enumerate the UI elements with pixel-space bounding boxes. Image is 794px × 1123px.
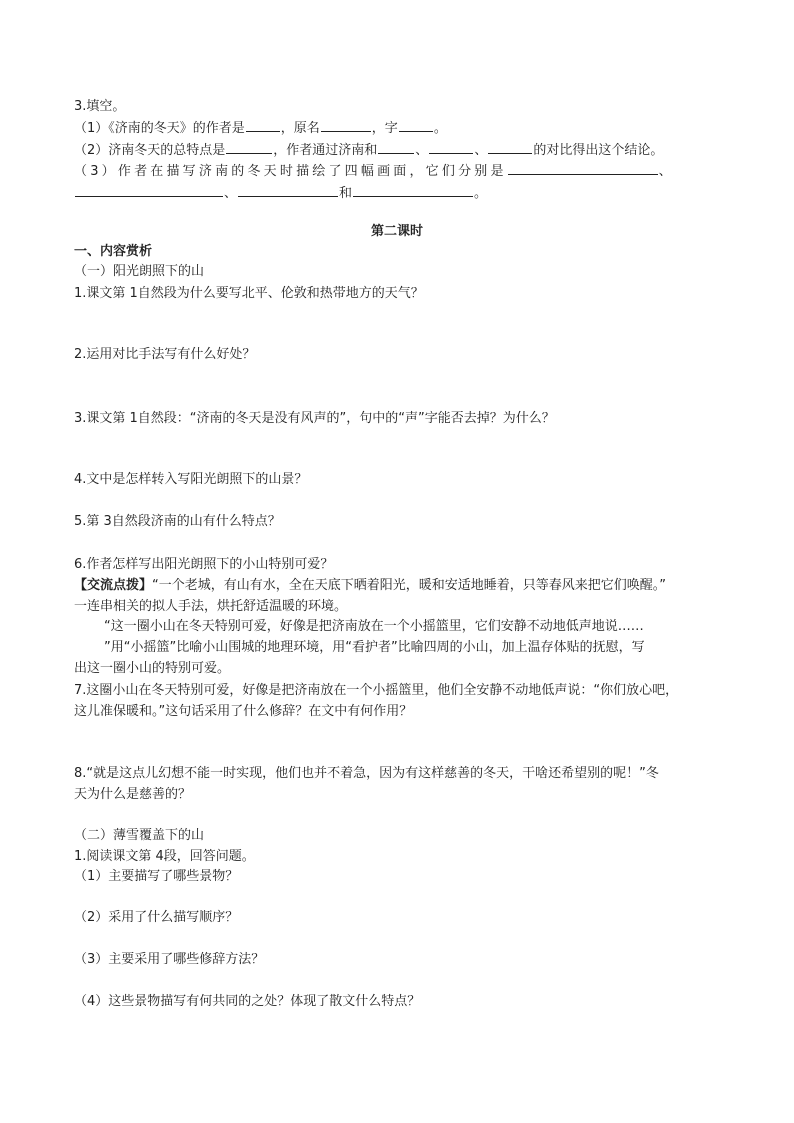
part1-question-5: 5.第 3自然段济南的山有什么特点？ xyxy=(74,514,281,529)
answer-blank-scene-2[interactable] xyxy=(75,183,223,197)
fill-question-3-line-1 xyxy=(74,161,672,181)
fill-q2-text-c: 、 xyxy=(415,143,429,158)
fill-heading: 3.填空。 xyxy=(74,99,126,114)
fill-q3-text-e: 。 xyxy=(474,186,488,201)
fill-question-1 xyxy=(74,118,447,138)
answer-blank-compare-1[interactable] xyxy=(378,140,414,154)
part1-question-3: 3.课文第 1自然段：“济南的冬天是没有风声的”，句中的“声”字能否去掉？为什么？ xyxy=(74,411,555,426)
fill-q3-text-c: 、 xyxy=(224,186,238,201)
part1-question-6: 6.作者怎样写出阳光朗照下的小山特别可爱？ xyxy=(74,557,334,572)
part2-sub-question-3: （3）主要采用了哪些修辞方法？ xyxy=(74,952,265,967)
answer-blank-compare-2[interactable] xyxy=(429,140,473,154)
fill-q1-text-b: ，原名 xyxy=(280,121,320,136)
part1-question-1: 1.课文第 1自然段为什么要写北平、伦敦和热带地方的天气？ xyxy=(74,286,424,301)
fill-q1-text-c: ，字 xyxy=(371,121,398,136)
fill-q2-text-e: 的对比得出这个结论。 xyxy=(533,143,664,158)
answer-blank-scene-3[interactable] xyxy=(238,183,338,197)
tip-label: 【交流点拨】 xyxy=(74,578,153,593)
tip-line-2: 一连串相关的拟人手法，烘托舒适温暖的环境。 xyxy=(74,599,348,614)
fill-question-2 xyxy=(74,140,663,160)
part2-sub-question-4: （4）这些景物描写有何共同的之处？体现了散文什么特点？ xyxy=(74,994,421,1009)
answer-blank-author[interactable] xyxy=(246,118,280,132)
fill-q2-text-b: ，作者通过济南和 xyxy=(273,143,378,158)
answer-blank-feature[interactable] xyxy=(226,140,272,154)
part2-heading: （二）薄雪覆盖下的山 xyxy=(74,828,205,843)
fill-q2-text-a: （2）济南冬天的总特点是 xyxy=(74,143,226,158)
part2-sub-question-2: （2）采用了什么描写顺序？ xyxy=(74,910,239,925)
part1-question-7-line-2: 这儿准保暖和。”这句话采用了什么修辞？在文中有何作用？ xyxy=(74,704,413,719)
fill-q3-text-a: （3）作者在描写济南的冬天时描绘了四幅画面，它们分别是 xyxy=(74,164,507,179)
fill-q1-text-d: 。 xyxy=(433,121,447,136)
fill-q2-text-d: 、 xyxy=(474,143,488,158)
fill-q3-text-b: 、 xyxy=(658,164,672,179)
part1-question-2: 2.运用对比手法写有什么好处？ xyxy=(74,347,256,362)
part2-question-1: 1.阅读课文第 4段，回答问题。 xyxy=(74,849,255,864)
part1-question-8-line-2: 天为什么是慈善的？ xyxy=(74,787,192,802)
tip-line-1-text: “一个老城，有山有水，全在天底下晒着阳光，暖和安适地睡着，只等春风来把它们唤醒。” xyxy=(152,578,666,593)
fill-q1-text-a: （1）《济南的冬天》的作者是 xyxy=(74,121,245,136)
lesson-title: 第二课时 xyxy=(370,224,423,239)
answer-blank-compare-3[interactable] xyxy=(488,140,532,154)
fill-q3-text-d: 和 xyxy=(339,186,353,201)
tip-line-5: 出这一圈小山的特别可爱。 xyxy=(74,661,231,676)
part2-sub-question-1: （1）主要描写了哪些景物？ xyxy=(74,869,239,884)
section-heading: 一、内容赏析 xyxy=(74,244,153,259)
tip-line-3: “这一圈小山在冬天特别可爱，好像是把济南放在一个小摇篮里，它们安静不动地低声地说…… xyxy=(104,619,644,634)
answer-blank-original-name[interactable] xyxy=(321,118,371,132)
answer-blank-scene-4[interactable] xyxy=(353,183,473,197)
part1-question-4: 4.文中是怎样转入写阳光朗照下的山景？ xyxy=(74,472,308,487)
answer-blank-courtesy-name[interactable] xyxy=(399,118,433,132)
tip-line-1 xyxy=(74,577,666,595)
part1-question-7-line-1: 7.这圈小山在冬天特别可爱，好像是把济南放在一个小摇篮里，他们全安静不动地低声说：“你们放心吧， xyxy=(74,683,679,698)
fill-question-3-line-2 xyxy=(74,183,487,203)
answer-blank-scene-1[interactable] xyxy=(508,161,658,175)
part1-question-8-line-1: 8.“就是这点儿幻想不能一时实现，他们也并不着急，因为有这样慈善的冬天，干啥还希望别的呢！”冬 xyxy=(74,766,659,781)
part1-heading: （一）阳光朗照下的山 xyxy=(74,264,205,279)
tip-line-4: ”用“小摇篮”比喻小山围城的地理环境，用“看护者”比喻四周的小山，加上温存体贴的抚慰，写 xyxy=(104,640,645,655)
